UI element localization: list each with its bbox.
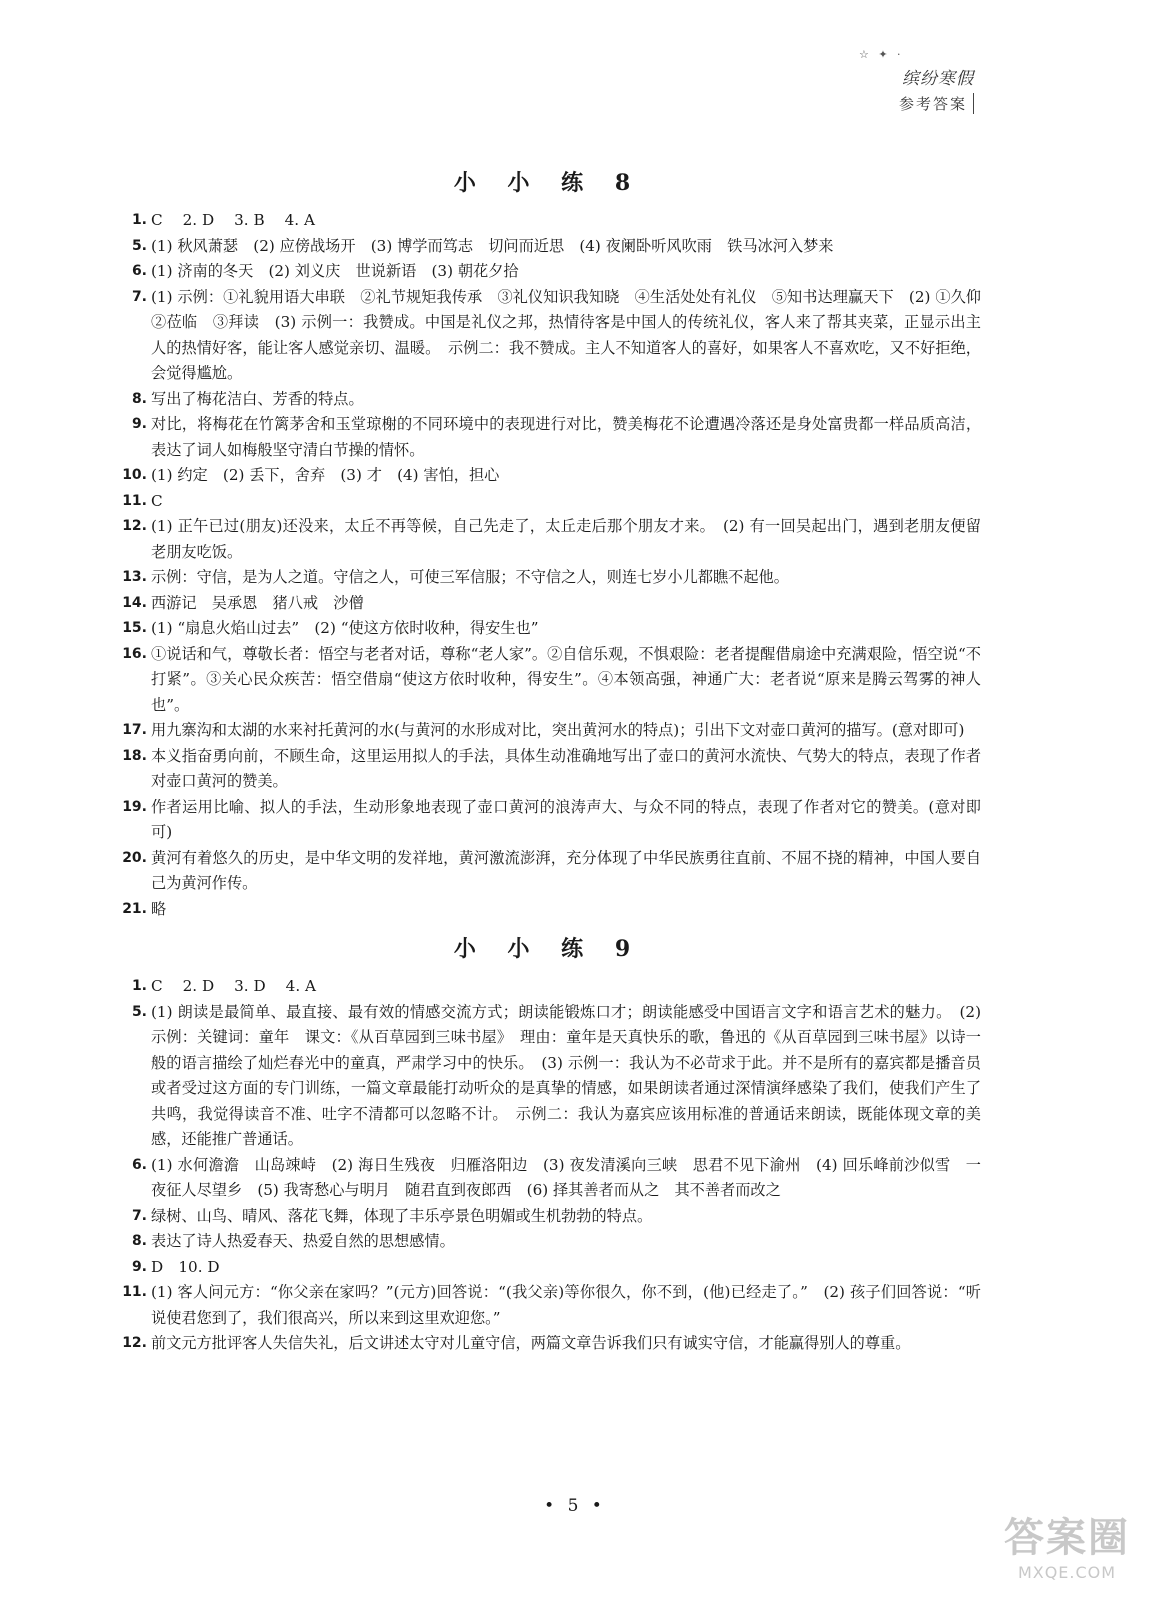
answer-item bbox=[115, 514, 981, 565]
answer-number: 12. bbox=[122, 518, 147, 534]
answer-item bbox=[115, 616, 981, 642]
answer-item bbox=[115, 846, 981, 897]
answer-item bbox=[115, 1255, 981, 1281]
answer-number: 6. bbox=[131, 263, 147, 279]
page-header bbox=[858, 48, 974, 114]
answer-number: 5. bbox=[131, 237, 147, 254]
series-logo: 缤纷寒假 bbox=[902, 69, 974, 89]
answer-number: 8. bbox=[131, 1233, 147, 1249]
answer-item bbox=[115, 1000, 981, 1153]
answer-number: 20. bbox=[122, 849, 147, 866]
answer-item bbox=[115, 1229, 981, 1255]
answer-item bbox=[115, 744, 981, 795]
watermark-url: MXQE.COM bbox=[1017, 1563, 1117, 1582]
answer-item bbox=[115, 795, 981, 846]
answer-text: 示例：守信，是为人之道。守信之人，可使三军信服；不守信之人，则连七岁小儿都瞧不起他。 bbox=[151, 568, 789, 586]
answer-item bbox=[115, 1204, 981, 1230]
answer-number: 5. bbox=[131, 1003, 147, 1020]
answer-item bbox=[115, 974, 981, 1000]
answer-text: 对比，将梅花在竹篱茅舍和玉堂琼榭的不同环境中的表现进行对比，赞美梅花不论遭遇冷落还是身处富贵都一样品质高洁，表达了词人如梅般坚守清白节操的情怀。 bbox=[151, 415, 981, 459]
answer-number: 8. bbox=[131, 390, 147, 407]
answer-text: 绿树、山鸟、晴风、落花飞舞，体现了丰乐亭景色明媚或生机勃勃的特点。 bbox=[151, 1206, 653, 1225]
answer-text: 用九寨沟和太湖的水来衬托黄河的水(与黄河的水形成对比，突出黄河水的特点)；引出下文对壶口黄河的描写。(意对即可) bbox=[151, 721, 965, 739]
answer-text: C 2. D 3. D 4. A bbox=[151, 977, 316, 995]
stars-decoration-icon: ☆ ✦ · bbox=[858, 48, 904, 61]
answer-list bbox=[115, 208, 997, 922]
answer-text: (1) 正午已过(朋友)还没来，太丘不再等候，自己先走了，太丘走后那个朋友才来。 (2) 有一回吴起出门，遇到老朋友便留老朋友吃饭。 bbox=[151, 517, 981, 561]
answer-number: 6. bbox=[131, 1156, 147, 1173]
section-9 bbox=[115, 934, 981, 1357]
answer-text: (1) 客人问元方：“你父亲在家吗？”(元方)回答说：“(我父亲)等你很久，你不到，(他)已经走了。” (2) 孩子们回答说：“听说使君您到了，我们很高兴，所以来到这里欢迎您。” bbox=[151, 1283, 981, 1327]
answer-text: (1) “扇息火焰山过去” (2) “使这方依时收种，得安生也” bbox=[151, 619, 539, 637]
answer-number: 9. bbox=[131, 1258, 147, 1275]
answer-number: 11. bbox=[122, 1284, 147, 1300]
answer-text: 本义指奋勇向前，不顾生命，这里运用拟人的手法，具体生动准确地写出了壶口的黄河水流快、气势大的特点，表现了作者对壶口黄河的赞美。 bbox=[151, 746, 981, 790]
answer-item bbox=[115, 591, 981, 617]
answer-number: 11. bbox=[122, 492, 147, 509]
answer-number: 21. bbox=[122, 900, 147, 917]
answer-item bbox=[115, 463, 981, 489]
answer-item bbox=[115, 489, 981, 515]
answer-item bbox=[115, 285, 997, 387]
answer-text: 写出了梅花洁白、芳香的特点。 bbox=[151, 389, 364, 408]
answer-item bbox=[115, 234, 981, 260]
answer-item bbox=[115, 259, 981, 285]
answer-item bbox=[115, 208, 981, 234]
watermark-logo bbox=[1004, 1506, 1130, 1582]
answer-item bbox=[115, 897, 981, 923]
answer-text: C bbox=[151, 491, 163, 510]
answer-item bbox=[115, 642, 981, 719]
answer-number: 7. bbox=[131, 1207, 147, 1224]
answer-item bbox=[115, 387, 981, 413]
answer-text: (1) 示例：①礼貌用语大串联 ②礼节规矩我传承 ③礼仪知识我知晓 ④生活处处有礼仪 ⑤知书达理赢天下 (2) ①久仰 ②莅临 ③拜读 (3) 示例一：我赞成。中国是礼仪之邦，热情待客是中国人的传统礼仪，客人来了帮其夹菜，正显示出主人的热情好客，能让客人感觉亲切、温暖。 示例二：我不赞成。主人不知道客人的喜好，如果客人不喜欢吃，又不好拒绝，会觉得尴尬。 bbox=[151, 287, 997, 382]
answer-item bbox=[115, 565, 981, 591]
answer-number: 18. bbox=[122, 747, 147, 764]
answer-number: 15. bbox=[122, 620, 147, 636]
header-subtitle: 参考答案 bbox=[899, 93, 974, 114]
answer-item bbox=[115, 718, 981, 744]
answer-number: 16. bbox=[122, 645, 147, 662]
section-8 bbox=[115, 168, 997, 922]
answer-text: 略 bbox=[151, 899, 167, 918]
answer-number: 9. bbox=[131, 416, 147, 432]
answer-number: 17. bbox=[122, 722, 147, 738]
answer-number: 13. bbox=[122, 569, 147, 585]
answer-text: 前文元方批评客人失信失礼，后文讲述太守对儿童守信，两篇文章告诉我们只有诚实守信，才能赢得别人的尊重。 bbox=[151, 1334, 911, 1352]
answer-item bbox=[115, 412, 981, 463]
answer-number: 1. bbox=[131, 978, 147, 994]
answer-number: 7. bbox=[131, 288, 147, 305]
answer-item bbox=[115, 1280, 981, 1331]
answer-number: 1. bbox=[131, 212, 147, 228]
answer-text: (1) 约定 (2) 丢下，舍弃 (3) 才 (4) 害怕，担心 bbox=[151, 466, 500, 484]
answer-text: (1) 朗读是最简单、最直接、最有效的情感交流方式；朗读能锻炼口才；朗读能感受中国语言文字和语言艺术的魅力。 (2) 示例：关键词：童年 课文：《从百草园到三味书屋》 理由：童年是天真快乐的歌，鲁迅的《从百草园到三味书屋》以诗一般的语言描绘了灿烂春光中的童真，严肃学习中的快乐。 (3) 示例一：我认为不必苛求于此。并不是所有的嘉宾都是播音员或者受过这方面的专门训练，一篇文章最能打动听众的是真挚的情感，如果朗读者通过深情演绎感染了我们，使我们产生了共鸣，我觉得读音不准、吐字不清都可以忽略不计。 示例二：我认为嘉宾应该用标准的普通话来朗读，既能体现文章的美感，还能推广普通话。 bbox=[151, 1002, 981, 1148]
answer-number: 10. bbox=[122, 467, 147, 483]
answer-text: C 2. D 3. B 4. A bbox=[151, 211, 315, 229]
answer-text: (1) 济南的冬天 (2) 刘义庆 世说新语 (3) 朝花夕拾 bbox=[151, 262, 519, 280]
answer-text: (1) 水何澹澹 山岛竦峙 (2) 海日生残夜 归雁洛阳边 (3) 夜发清溪向三峡 思君不见下渝州 (4) 回乐峰前沙似雪 一夜征人尽望乡 (5) 我寄愁心与明月 随君直到夜郎西 (6) 择其善者而从之 其不善者而改之 bbox=[151, 1155, 981, 1199]
answer-item bbox=[115, 1331, 981, 1357]
page-number: • 5 • bbox=[544, 1496, 606, 1516]
answer-text: 黄河有着悠久的历史，是中华文明的发祥地，黄河激流澎湃，充分体现了中华民族勇往直前、不屈不挠的精神，中国人要自己为黄河作传。 bbox=[151, 848, 981, 892]
answer-item bbox=[115, 1153, 981, 1204]
answer-text: (1) 秋风萧瑟 (2) 应傍战场开 (3) 博学而笃志 切问而近思 (4) 夜阑卧听风吹雨 铁马冰河入梦来 bbox=[151, 236, 834, 255]
section-title: 小 小 练 9 bbox=[453, 936, 643, 962]
answer-text: D 10. D bbox=[151, 1257, 220, 1276]
answer-number: 12. bbox=[122, 1335, 147, 1351]
answer-content bbox=[115, 168, 997, 1357]
answer-list bbox=[115, 974, 981, 1357]
answer-number: 14. bbox=[122, 594, 147, 611]
answer-text: ①说话和气，尊敬长者：悟空与老者对话，尊称“老人家”。②自信乐观，不惧艰险：老者提醒借扇途中充满艰险，悟空说“不打紧”。③关心民众疾苦：悟空借扇“使这方依时收种，得安生”。④本领高强，神通广大：老者说“原来是腾云驾雾的神人也”。 bbox=[151, 644, 981, 714]
watermark-text: 答案圈 bbox=[1004, 1515, 1130, 1561]
answer-text: 表达了诗人热爱春天、热爱自然的思想感情。 bbox=[151, 1232, 455, 1250]
answer-number: 19. bbox=[122, 798, 147, 815]
section-title: 小 小 练 8 bbox=[453, 170, 643, 196]
answer-text: 作者运用比喻、拟人的手法，生动形象地表现了壶口黄河的浪涛声大、与众不同的特点，表现了作者对它的赞美。(意对即可) bbox=[151, 797, 981, 841]
answer-text: 西游记 吴承恩 猪八戒 沙僧 bbox=[151, 593, 364, 612]
